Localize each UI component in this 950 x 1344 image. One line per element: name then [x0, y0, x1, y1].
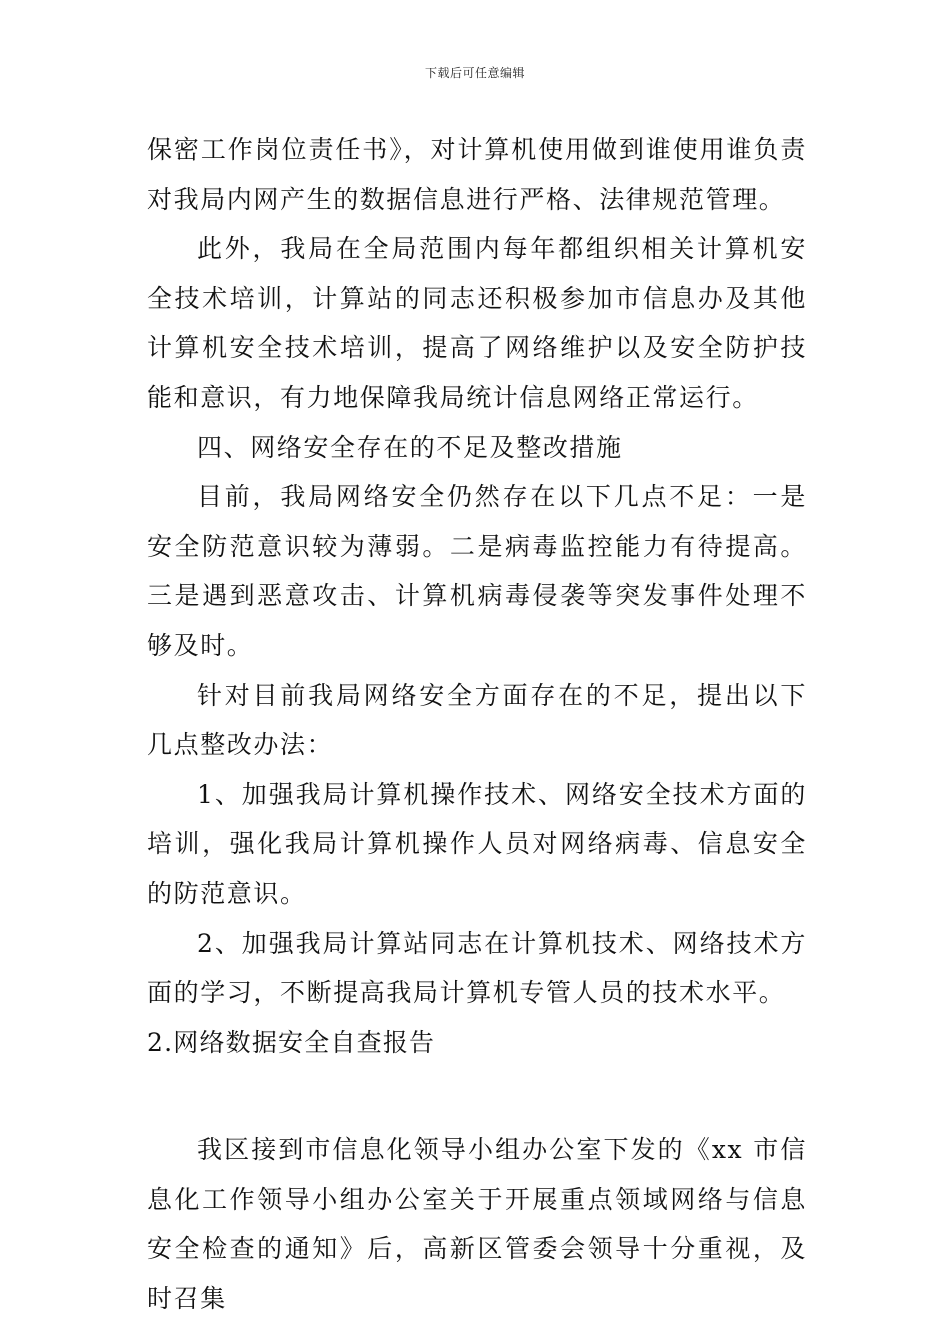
- document-body: [147, 125, 807, 1324]
- section-heading-4: 四、网络安全存在的不足及整改措施: [197, 432, 623, 462]
- spacer: [147, 1067, 807, 1125]
- paragraph-6: 2、加强我局计算站同志在计算机技术、网络技术方面的学习，不断提高我局计算机专管人员的技术水平。: [147, 928, 807, 1008]
- paragraph-2: 此外，我局在全局范围内每年都组织相关计算机安全技术培训，计算站的同志还积极参加市信息办及其他计算机安全技术培训，提高了网络维护以及安全防护技能和意识，有力地保障我局统计信息网络正常运行。: [147, 234, 807, 412]
- paragraph-7: 我区接到市信息化领导小组办公室下发的《xx 市信息化工作领导小组办公室关于开展重点领域网络与信息安全检查的通知》后，高新区管委会领导十分重视，及时召集: [147, 1135, 807, 1314]
- section-2-title: 2.网络数据安全自查报告: [147, 1027, 436, 1057]
- paragraph-3: 目前，我局网络安全仍然存在以下几点不足：一是安全防范意识较为薄弱。二是病毒监控能力有待提高。三是遇到恶意攻击、计算机病毒侵袭等突发事件处理不够及时。: [147, 482, 807, 660]
- paragraph-1: 保密工作岗位责任书》，对计算机使用做到谁使用谁负责对我局内网产生的数据信息进行严格、法律规范管理。: [147, 135, 807, 214]
- paragraph-5: 1、加强我局计算机操作技术、网络安全技术方面的培训，强化我局计算机操作人员对网络病毒、信息安全的防范意识。: [147, 779, 807, 908]
- page-header: 下载后可任意编辑: [424, 66, 525, 80]
- paragraph-4: 针对目前我局网络安全方面存在的不足，提出以下几点整改办法：: [147, 680, 807, 760]
